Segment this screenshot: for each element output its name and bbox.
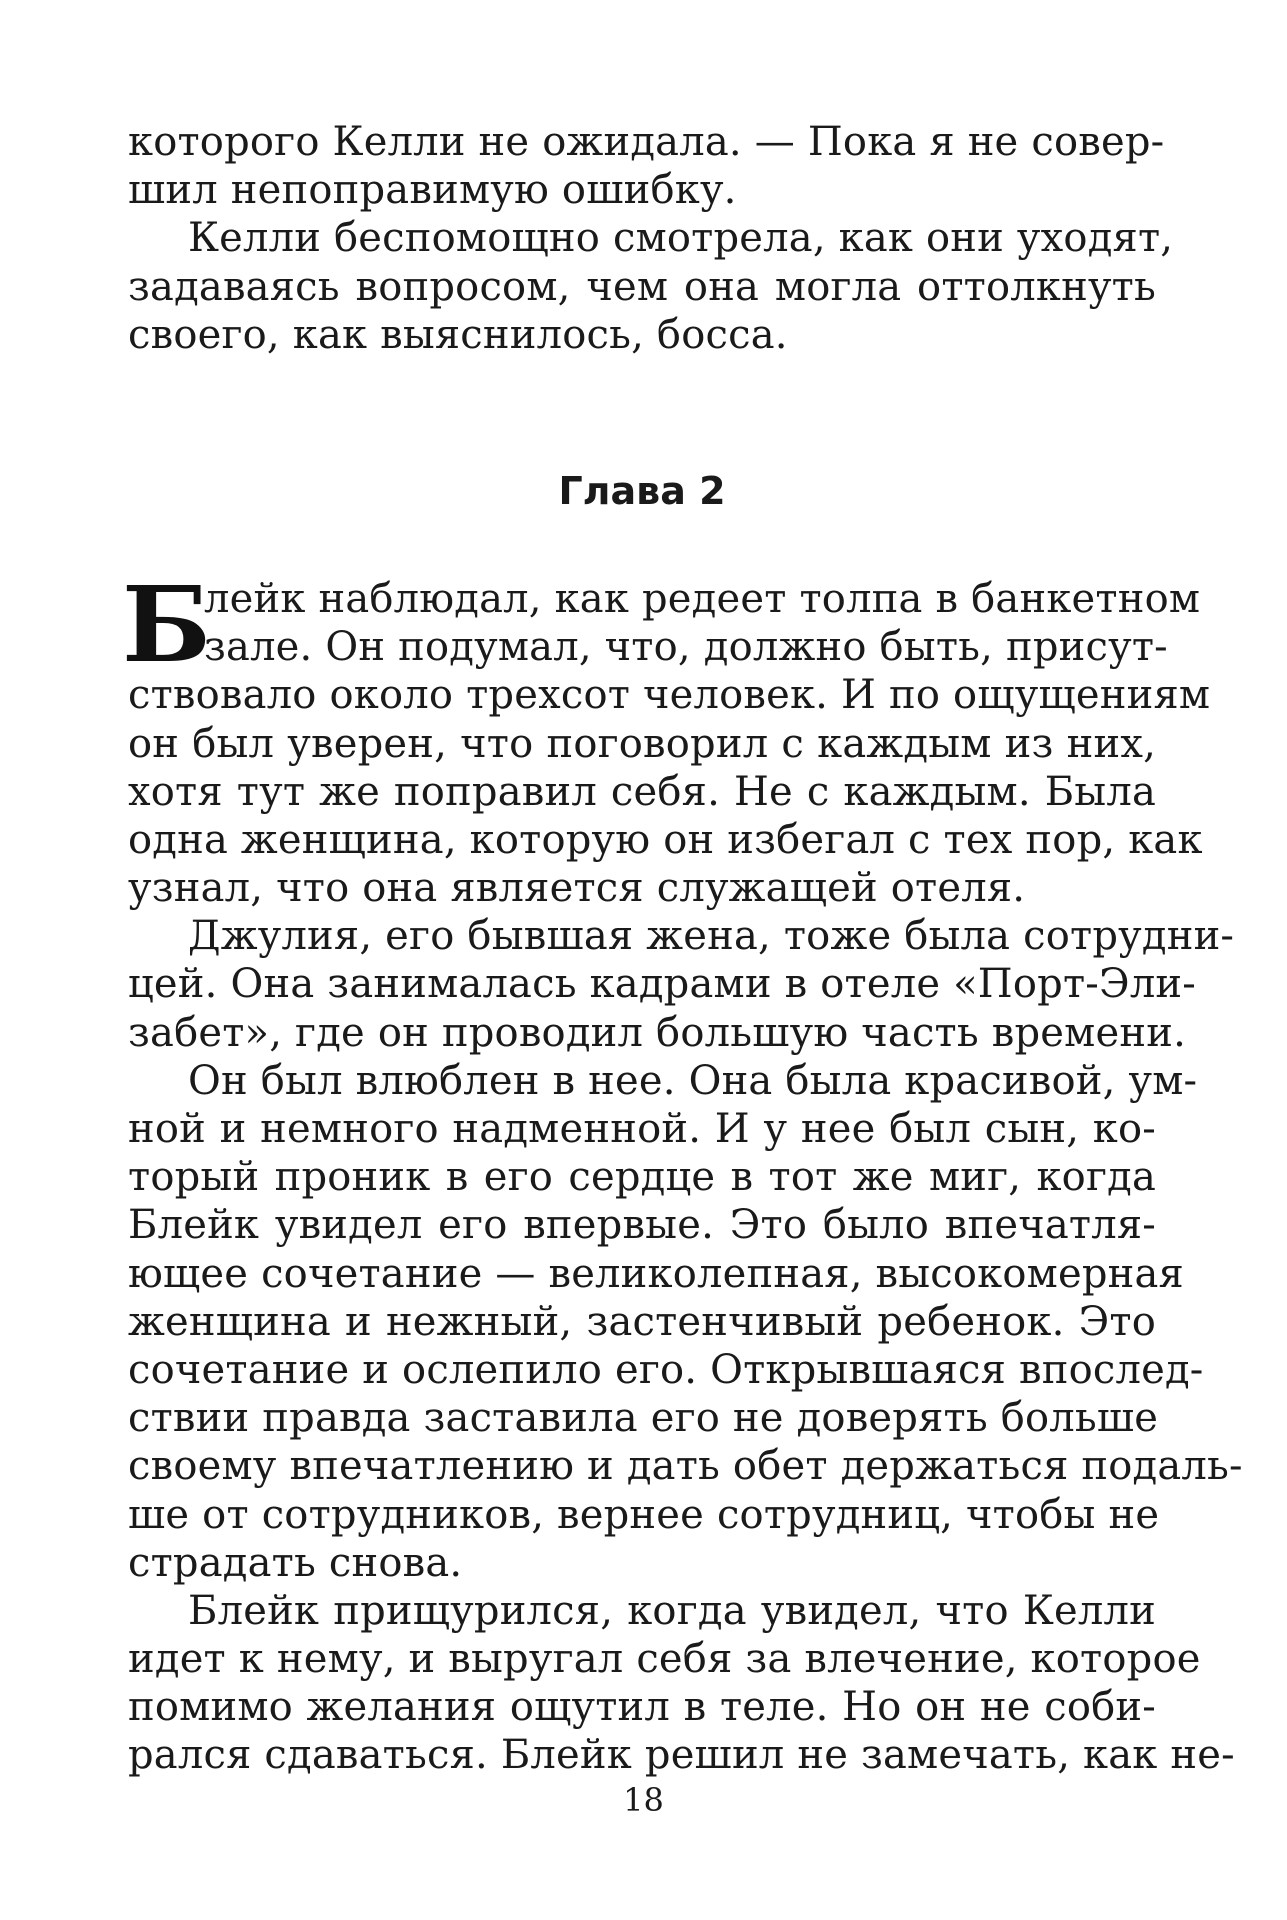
text-line: сочетание и ослепило его. Открывшаяся впослед- [128, 1346, 1204, 1393]
text-line: идет к нему, и выругал себя за влечение, которое [128, 1636, 1201, 1683]
text-line: ше от сотрудников, вернее сотрудниц, чтобы не [128, 1491, 1160, 1538]
chapter-paragraph-3 [128, 1057, 1243, 1587]
chapter-title: Глава 2 [558, 468, 726, 513]
text-line: задаваясь вопросом, чем она могла оттолкнуть [128, 263, 1156, 310]
text-line: своему впечатлению и дать обет держаться подаль- [128, 1443, 1243, 1490]
text-line: Блейк прищурился, когда увидел, что Келли [188, 1587, 1156, 1634]
text-line: ствии правда заставила его не доверять больше [128, 1395, 1159, 1442]
intro-paragraph-1 [128, 118, 1165, 214]
text-line: ной и немного надменной. И у нее был сын, ко- [128, 1106, 1156, 1152]
page-number: 18 [623, 1781, 664, 1819]
text-line: хотя тут же поправил себя. Не с каждым. Была [128, 768, 1156, 815]
intro-paragraph-2 [128, 214, 1174, 359]
text-column [122, 118, 1243, 1780]
chapter-paragraph-1 [122, 562, 1211, 912]
text-line: помимо желания ощутил в теле. Но он не соби- [128, 1684, 1156, 1731]
text-line: Он был влюблен в нее. Она была красивой, ум- [188, 1057, 1198, 1104]
text-line: он был уверен, что поговорил с каждым из них, [128, 720, 1156, 767]
drop-cap: Б [122, 562, 211, 686]
text-line: своего, как выяснилось, босса. [128, 311, 788, 358]
text-line: лейк наблюдал, как редеет толпа в банкетном [204, 575, 1201, 622]
text-line: торый проник в его сердце в тот же миг, когда [128, 1154, 1156, 1201]
text-line: страдать снова. [128, 1539, 463, 1586]
text-line: цей. Она занималась кадрами в отеле «Порт-Эли- [128, 961, 1197, 1008]
chapter-paragraph-4 [128, 1587, 1235, 1780]
spacer [128, 359, 1156, 459]
text-line: ствовало около трехсот человек. И по ощущениям [128, 672, 1211, 719]
text-line: Келли беспомощно смотрела, как они уходят, [188, 215, 1174, 262]
text-line: шил непоправимую ошибку. [128, 167, 737, 214]
text-line: Джулия, его бывшая жена, тоже была сотрудни- [188, 913, 1235, 960]
text-line: рался сдаваться. Блейк решил не замечать, как не- [128, 1732, 1235, 1779]
text-line: зале. Он подумал, что, должно быть, присут- [204, 624, 1168, 671]
text-line: Блейк увидел его впервые. Это было впечатля- [128, 1202, 1156, 1249]
text-line: женщина и нежный, застенчивый ребенок. Это [128, 1298, 1156, 1345]
text-line: забет», где он проводил большую часть времени. [128, 1009, 1186, 1056]
text-line: которого Келли не ожидала. — Пока я не совер- [128, 119, 1165, 165]
chapter-paragraph-2 [128, 912, 1235, 1057]
text-line: одна женщина, которую он избегал с тех пор, как [128, 816, 1203, 863]
text-line: узнал, что она является служащей отеля. [128, 865, 1026, 912]
text-line: ющее сочетание — великолепная, высокомерная [128, 1250, 1184, 1297]
